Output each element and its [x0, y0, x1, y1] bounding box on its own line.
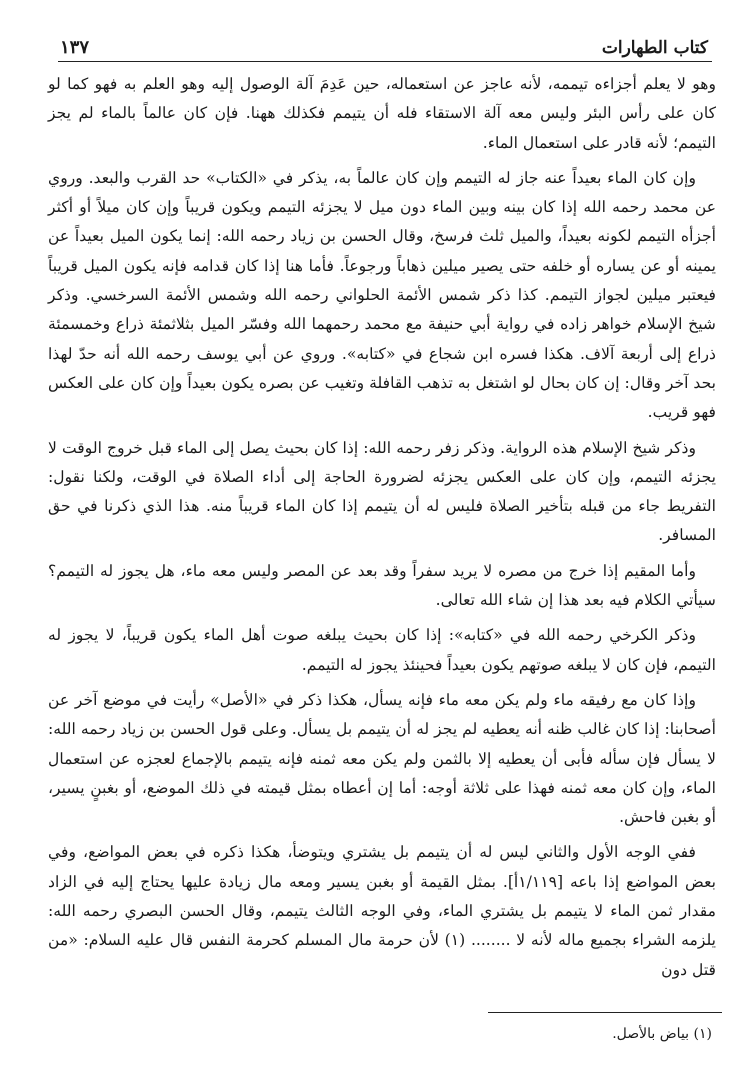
page-number: ١٣٧ — [60, 37, 90, 58]
footnote-text: بياض بالأصل. — [612, 1026, 690, 1042]
body-text — [48, 70, 716, 991]
paragraph: ففي الوجه الأول والثاني ليس له أن يتيمم بل يشتري ويتوضأ، هكذا ذكره في بعض المواضع، وفي بعض المواضع إذا باعه [١/١١٩أ]. بمثل القيمة أو بغبن يسير ومعه مال زيادة عليها يحتاج إليه في الزاد مقدار ثمن الماء لا يتيمم بل يشتري الماء، وفي الوجه الثالث يتيمم، وقال الحسن البصري رحمه الله: يلزمه الشراء بجميع ماله لأنه لا ........ (١) لأن حرمة مال المسلم كحرمة النفس قال عليه السلام: «من قتل دون — [48, 843, 716, 979]
header-divider — [58, 61, 712, 62]
book-title: كتاب الطهارات — [601, 38, 708, 58]
footnote-marker: (١) — [693, 1026, 712, 1042]
paragraph: وذكر الكرخي رحمه الله في «كتابه»: إذا كان بحيث يبلغه صوت أهل الماء يكون قريباً، لا يجوز له التيمم، فإن كان لا يبلغه صوتهم يكون بعيداً فحينئذ يجوز له التيمم. — [48, 626, 716, 674]
paragraph: وأما المقيم إذا خرج من مصره لا يريد سفراً وقد بعد عن المصر وليس معه ماء، هل يجوز له التيمم؟ سيأتي الكلام فيه بعد هذا إن شاء الله تعالى. — [48, 561, 716, 610]
paragraph: وهو لا يعلم أجزاءه تيممه، لأنه عاجز عن استعماله، حين عَدِمَ آلة الوصول إليه وهو العلم به فهو كما لو كان على رأس البئر وليس معه آلة الاستقاء فله أن يتيمم فكذلك ههنا. فإن كان عالماً بالماء لم يجز التيمم؛ لأنه قادر على استعمال الماء. — [48, 75, 716, 152]
footnote — [200, 1024, 712, 1044]
paragraph: وإن كان الماء بعيداً عنه جاز له التيمم وإن كان عالماً به، يذكر في «الكتاب» حد القرب والبعد. وروي عن محمد رحمه الله إذا كان بينه وبين الماء دون ميل لا يجزئه التيمم ويكون قريباً وإن كان ميلاً أو أكثر أجزأه التيمم لكونه بعيداً، والميل ثلث فرسخ، وقال الحسن بن زياد رحمه الله: إنما يكون الميل بعيداً عن يمينه أو عن يساره أو خلفه حتى يصير ميلين ذهاباً ورجوعاً. فأما هنا إذا كان قدامه فإنه يكون الميل قريباً فيعتبر ميلين لجواز التيمم. كذا ذكر شمس الأئمة الحلواني رحمه الله وشمس الأئمة السرخسي. وذكر شيخ الإسلام خواهر زاده في رواية أبي حنيفة مع محمد رحمهما الله وفسّر الميل بثلاثمئة ذراع وخمسمئة ذراع إلى أربعة آلاف. هكذا فسره ابن شجاع في «كتابه». وروي عن أبي يوسف رحمه الله أنه حدّ لهذا بحد آخر وقال: إن كان بحال لو اشتغل به تذهب القافلة وتغيب عن بصره يكون بعيداً وإن كان على العكس فهو قريب. — [48, 168, 716, 422]
paragraph: وذكر شيخ الإسلام هذه الرواية. وذكر زفر رحمه الله: إذا كان بحيث يصل إلى الماء قبل خروج الوقت لا يجزئه التيمم، وإن كان على العكس يجزئه لضرورة الحاجة إلى أداء الصلاة في الوقت، ولكنا نقول: التفريط جاء من قبله بتأخير الصلاة فليس له أن يتيمم إذا كان الماء قريباً منه. هذا الذي ذكرنا في حق المسافر. — [48, 438, 716, 545]
page-header — [60, 30, 708, 58]
paragraph: وإذا كان مع رفيقه ماء ولم يكن معه ماء فإنه يسأل، هكذا ذكر في «الأصل» رأيت في موضع آخر عن أصحابنا: إذا كان غالب ظنه أنه يعطيه لم يجز له أن يتيمم بل يسأل. وعلى قول الحسن بن زياد رحمه الله: لا يسأل فإن سأله فأبى أن يعطيه إلا بالثمن ولم يكن معه ثمنه فإنه يتيمم بالإجماع لعجزه عن استعمال الماء، وإن كان معه ثمنه فهذا على ثلاثة أوجه: أما إن أعطاه بمثل قيمته في ذلك الموضع، أو بغبنٍ يسير، أو بغبن فاحش. — [48, 690, 716, 827]
footnote-divider — [488, 1012, 722, 1013]
